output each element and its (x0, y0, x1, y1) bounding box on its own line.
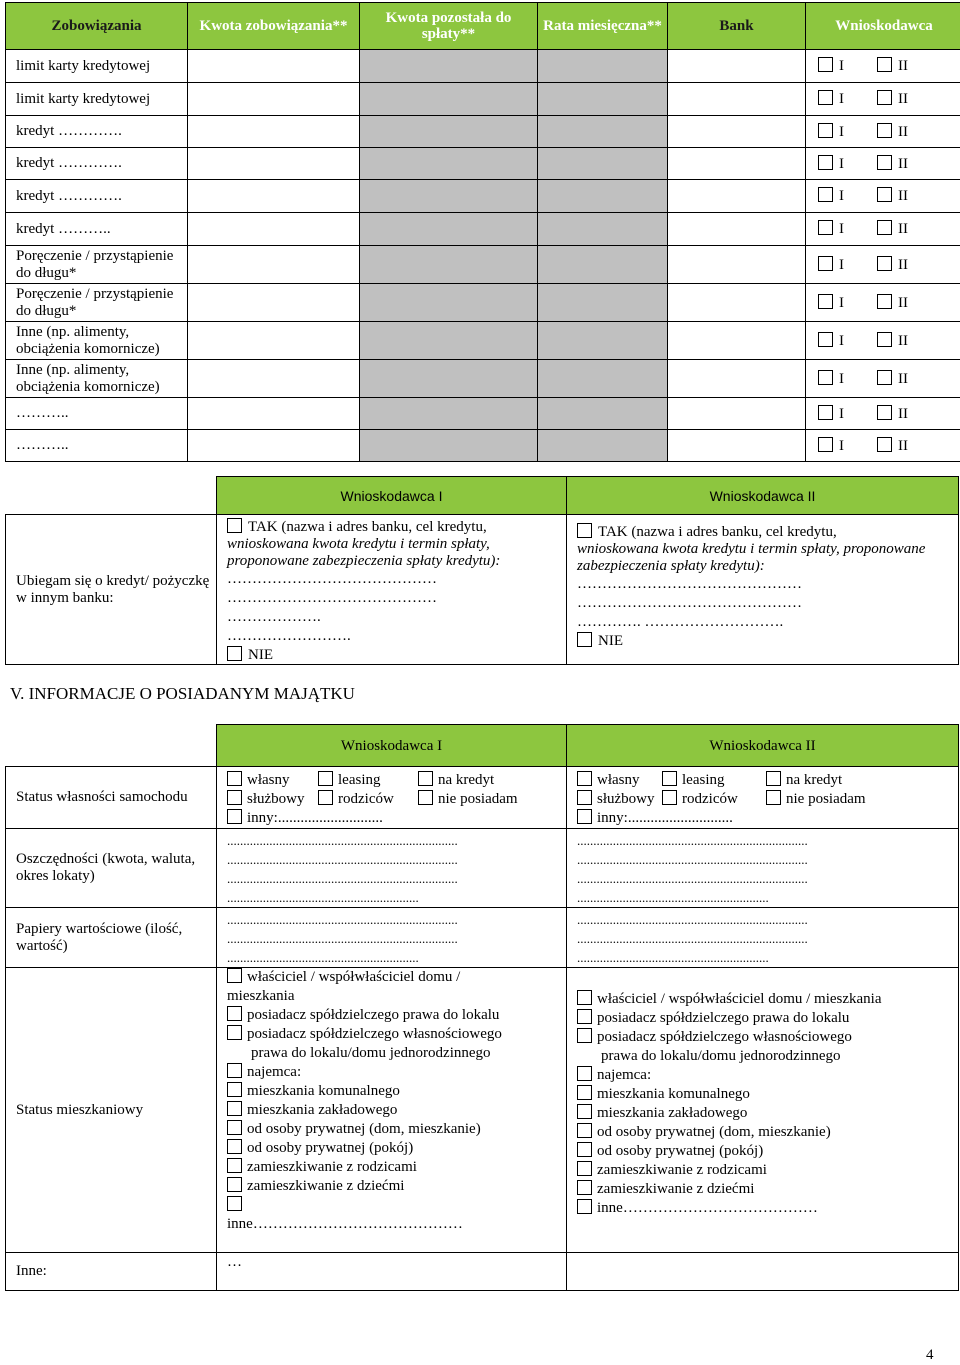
yes-checkbox-2[interactable] (577, 523, 592, 538)
applicant-2-checkbox[interactable] (877, 123, 892, 138)
applicant-choice (806, 398, 960, 430)
applicant-1-label: I (839, 405, 844, 422)
table-row (6, 398, 960, 430)
applicant-2-label: II (898, 58, 908, 74)
applicant-choice (806, 83, 960, 116)
obligation-type: limit karty kredytowej (6, 50, 188, 83)
applicant-2-checkbox[interactable] (877, 332, 892, 347)
obligation-type: Inne (np. alimenty, obciążenia komornicze) (6, 322, 188, 360)
car-status-applicant2: własny leasing na kredyt służbowy rodziców nie posiadam inny:............................ (567, 767, 959, 829)
obligation-type: ……….. (6, 398, 188, 430)
applicant-2-label: II (898, 370, 908, 387)
applicant-1-label: I (839, 155, 844, 172)
applicant-2-checkbox[interactable] (877, 294, 892, 309)
applicant-1-label: I (839, 332, 844, 349)
remaining-cell[interactable] (360, 284, 538, 322)
bank-cell[interactable] (668, 284, 806, 322)
housing-private-house-checkbox[interactable] (227, 1120, 242, 1135)
applicant-1-checkbox[interactable] (818, 155, 833, 170)
amount-cell[interactable] (188, 360, 360, 398)
housing-owner-checkbox[interactable] (227, 968, 242, 983)
t2-header-applicant1: Wnioskodawca I (217, 477, 567, 515)
housing-company-checkbox[interactable] (577, 1104, 592, 1119)
other-bank-table (5, 476, 959, 665)
housing-private-room-checkbox[interactable] (577, 1142, 592, 1157)
amount-cell[interactable] (188, 213, 360, 246)
bank-cell[interactable] (668, 430, 806, 462)
other-label: Inne: (6, 1253, 217, 1291)
remaining-cell[interactable] (360, 213, 538, 246)
applicant-2-checkbox[interactable] (877, 90, 892, 105)
housing-applicant2: właściciel / współwłaściciel domu / mieszkania posiadacz spółdzielczego prawa do lokalu posiadacz spółdzielczego własnościowego prawa do lokalu/domu jednorodzinnego najemca: mieszkania komunalnego mieszkania zakładowego od osoby prywatnej (dom, mieszkanie) od osoby prywatnej (pokój) zamieszkiwanie z rodzicami zamieszkiwanie z dziećmi inne………………………………… (567, 968, 959, 1253)
securities-applicant1: ....................................................................... ....................................................................... ........................................................... (217, 908, 567, 968)
installment-cell[interactable] (538, 246, 668, 284)
housing-tenant-checkbox[interactable] (577, 1066, 592, 1081)
applicant-choice (806, 430, 960, 462)
remaining-cell[interactable] (360, 246, 538, 284)
car-leasing-checkbox[interactable] (318, 771, 333, 786)
applicant-2-label: II (898, 188, 908, 204)
installment-cell[interactable] (538, 398, 668, 430)
no-checkbox-1[interactable] (227, 646, 242, 661)
applicant-1-checkbox[interactable] (818, 220, 833, 235)
installment-cell[interactable] (538, 50, 668, 83)
obligation-type: limit karty kredytowej (6, 83, 188, 116)
applicant-choice (806, 50, 960, 83)
bank-cell[interactable] (668, 360, 806, 398)
applicant-1-checkbox[interactable] (818, 256, 833, 271)
t3-header-applicant2: Wnioskodawca II (567, 725, 959, 767)
applicant-2-checkbox[interactable] (877, 155, 892, 170)
amount-cell[interactable] (188, 246, 360, 284)
amount-cell[interactable] (188, 322, 360, 360)
amount-cell[interactable] (188, 180, 360, 213)
applicant-1-checkbox[interactable] (818, 123, 833, 138)
car-none-checkbox[interactable] (418, 790, 433, 805)
applicant-choice (806, 246, 960, 284)
applicant-1-checkbox[interactable] (818, 370, 833, 385)
housing-coop-own-checkbox[interactable] (227, 1025, 242, 1040)
applicant-2-checkbox[interactable] (877, 220, 892, 235)
obligations-table (5, 2, 960, 50)
bank-cell[interactable] (668, 322, 806, 360)
applicant-1-checkbox[interactable] (818, 437, 833, 452)
no-checkbox-2[interactable] (577, 632, 592, 647)
applicant-2-checkbox[interactable] (877, 256, 892, 271)
applicant-1-checkbox[interactable] (818, 405, 833, 420)
amount-cell[interactable] (188, 148, 360, 180)
obligation-type: kredyt …………. (6, 180, 188, 213)
other-applicant2 (567, 1253, 959, 1291)
applicant-1-checkbox[interactable] (818, 294, 833, 309)
car-status-label: Status własności samochodu (6, 767, 217, 829)
housing-with-children-checkbox[interactable] (227, 1177, 242, 1192)
remaining-cell[interactable] (360, 430, 538, 462)
amount-cell[interactable] (188, 398, 360, 430)
installment-cell[interactable] (538, 116, 668, 148)
car-parents-checkbox[interactable] (318, 790, 333, 805)
applicant-1-checkbox[interactable] (818, 332, 833, 347)
applicant-2-checkbox[interactable] (877, 187, 892, 202)
housing-tenant-checkbox[interactable] (227, 1063, 242, 1078)
installment-cell[interactable] (538, 213, 668, 246)
applicant-1-label: I (839, 188, 844, 204)
applicant-choice (806, 180, 960, 213)
securities-label: Papiery wartościowe (ilość, wartość) (6, 908, 217, 968)
applicant-2-checkbox[interactable] (877, 370, 892, 385)
applicant-choice (806, 360, 960, 398)
applicant-1-label: I (839, 58, 844, 74)
applicant-1-label: I (839, 91, 844, 107)
amount-cell[interactable] (188, 83, 360, 116)
applicant-2-label: II (898, 123, 908, 140)
bank-cell[interactable] (668, 213, 806, 246)
applicant-1-checkbox[interactable] (818, 57, 833, 72)
applicant-1-checkbox[interactable] (818, 187, 833, 202)
obligation-type: kredyt ……….. (6, 213, 188, 246)
table-row (6, 83, 960, 116)
header-amount: Kwota zobowiązania** (188, 3, 360, 50)
other-bank-applicant1: TAK (nazwa i adres banku, cel kredytu, wnioskowana kwota kredytu i termin spłaty, proponowane zabezpieczenia spłaty kredytu): …………………………………… …………………………………… ………………. ……………………. NIE (217, 515, 567, 665)
t2-header-applicant2: Wnioskodawca II (567, 477, 959, 515)
applicant-1-label: I (839, 256, 844, 273)
applicant-choice (806, 213, 960, 246)
section-title: V. INFORMACJE O POSIADANYM MAJĄTKU (10, 684, 355, 703)
housing-other-checkbox[interactable] (577, 1199, 592, 1214)
applicant-2-label: II (898, 332, 908, 349)
applicant-1-label: I (839, 437, 844, 454)
applicant-2-label: II (898, 294, 908, 311)
housing-municipal-checkbox[interactable] (577, 1085, 592, 1100)
obligation-type: kredyt …………. (6, 116, 188, 148)
applicant-2-label: II (898, 405, 908, 422)
housing-with-parents-checkbox[interactable] (227, 1158, 242, 1173)
amount-cell[interactable] (188, 116, 360, 148)
applicant-2-label: II (898, 91, 908, 107)
remaining-cell[interactable] (360, 360, 538, 398)
table-row (6, 284, 960, 322)
table-row (6, 213, 960, 246)
installment-cell[interactable] (538, 430, 668, 462)
installment-cell[interactable] (538, 284, 668, 322)
car-leasing-checkbox[interactable] (662, 771, 677, 786)
table-row (6, 180, 960, 213)
applicant-1-checkbox[interactable] (818, 90, 833, 105)
savings-applicant1: ....................................................................... ....................................................................... ....................................................................... ........................................................... (217, 829, 567, 908)
car-other-checkbox[interactable] (577, 809, 592, 824)
applicant-choice (806, 322, 960, 360)
remaining-cell[interactable] (360, 322, 538, 360)
table-row (6, 50, 960, 83)
housing-applicant1: właściciel / współwłaściciel domu / mieszkania posiadacz spółdzielczego prawa do lokalu posiadacz spółdzielczego własnościowego prawa do lokalu/domu jednorodzinnego najemca: mieszkania komunalnego mieszkania zakładowego od osoby prywatnej (dom, mieszkanie) od osoby prywatnej (pokój) zamieszkiwanie z rodzicami zamieszkiwanie z dziećmi inne…………………………………… (217, 968, 567, 1253)
yes-checkbox-1[interactable] (227, 518, 242, 533)
header-bank: Bank (668, 3, 806, 50)
applicant-1-label: I (839, 123, 844, 140)
applicant-2-label: II (898, 221, 908, 237)
amount-cell[interactable] (188, 430, 360, 462)
table-row (6, 116, 960, 148)
savings-applicant2: ....................................................................... ....................................................................... ....................................................................... ........................................................... (567, 829, 959, 908)
car-company-checkbox[interactable] (577, 790, 592, 805)
header-installment: Rata miesięczna** (538, 3, 668, 50)
applicant-2-label: II (898, 437, 908, 454)
page-number: 4 (926, 1347, 934, 1363)
housing-coop-checkbox[interactable] (577, 1009, 592, 1024)
applicant-2-checkbox[interactable] (877, 57, 892, 72)
obligation-type: ……….. (6, 430, 188, 462)
obligation-type: Poręczenie / przystąpienie do długu* (6, 284, 188, 322)
applicant-choice (806, 148, 960, 180)
installment-cell[interactable] (538, 360, 668, 398)
bank-cell[interactable] (668, 398, 806, 430)
other-applicant1: … (217, 1253, 567, 1291)
applicant-2-checkbox[interactable] (877, 405, 892, 420)
table-row (6, 322, 960, 360)
header-obligations: Zobowiązania (6, 3, 188, 50)
car-company-checkbox[interactable] (227, 790, 242, 805)
remaining-cell[interactable] (360, 148, 538, 180)
car-credit-checkbox[interactable] (766, 771, 781, 786)
assets-table (5, 724, 959, 1291)
amount-cell[interactable] (188, 50, 360, 83)
installment-cell[interactable] (538, 180, 668, 213)
securities-applicant2: ....................................................................... ....................................................................... ........................................................... (567, 908, 959, 968)
car-own-checkbox[interactable] (577, 771, 592, 786)
housing-with-parents-checkbox[interactable] (577, 1161, 592, 1176)
housing-owner-checkbox[interactable] (577, 990, 592, 1005)
applicant-2-label: II (898, 256, 908, 273)
housing-private-house-checkbox[interactable] (577, 1123, 592, 1138)
bank-cell[interactable] (668, 83, 806, 116)
table-row (6, 148, 960, 180)
car-none-checkbox[interactable] (766, 790, 781, 805)
housing-coop-own-checkbox[interactable] (577, 1028, 592, 1043)
installment-cell[interactable] (538, 83, 668, 116)
bank-cell[interactable] (668, 180, 806, 213)
bank-cell[interactable] (668, 116, 806, 148)
applicant-1-label: I (839, 370, 844, 387)
remaining-cell[interactable] (360, 180, 538, 213)
table-row (6, 360, 960, 398)
housing-municipal-checkbox[interactable] (227, 1082, 242, 1097)
installment-cell[interactable] (538, 148, 668, 180)
header-applicant: Wnioskodawca (806, 3, 960, 50)
car-status-applicant1: własny leasing na kredyt służbowy rodziców nie posiadam inny:............................ (217, 767, 567, 829)
installment-cell[interactable] (538, 322, 668, 360)
remaining-cell[interactable] (360, 398, 538, 430)
other-bank-label: Ubiegam się o kredyt/ pożyczkę w innym banku: (6, 515, 217, 665)
housing-private-room-checkbox[interactable] (227, 1139, 242, 1154)
applicant-choice (806, 116, 960, 148)
car-parents-checkbox[interactable] (662, 790, 677, 805)
table-row (6, 246, 960, 284)
remaining-cell[interactable] (360, 83, 538, 116)
obligation-type: kredyt …………. (6, 148, 188, 180)
remaining-cell[interactable] (360, 116, 538, 148)
savings-label: Oszczędności (kwota, waluta, okres lokaty) (6, 829, 217, 908)
housing-company-checkbox[interactable] (227, 1101, 242, 1116)
applicant-1-label: I (839, 221, 844, 237)
applicant-2-checkbox[interactable] (877, 437, 892, 452)
obligations-body (5, 49, 960, 462)
amount-cell[interactable] (188, 284, 360, 322)
bank-cell[interactable] (668, 50, 806, 83)
t3-header-applicant1: Wnioskodawca I (217, 725, 567, 767)
other-bank-applicant2: TAK (nazwa i adres banku, cel kredytu, wnioskowana kwota kredytu i termin spłaty, proponowane zabezpieczenia spłaty kredytu): ……………………………………… ……………………………………… …………. ………………………. NIE (567, 515, 959, 665)
housing-other-checkbox[interactable] (227, 1196, 242, 1211)
bank-cell[interactable] (668, 148, 806, 180)
housing-coop-checkbox[interactable] (227, 1006, 242, 1021)
obligation-type: Inne (np. alimenty, obciążenia komornicze) (6, 360, 188, 398)
housing-status-label: Status mieszkaniowy (6, 968, 217, 1253)
bank-cell[interactable] (668, 246, 806, 284)
applicant-2-label: II (898, 155, 908, 172)
remaining-cell[interactable] (360, 50, 538, 83)
applicant-1-label: I (839, 294, 844, 311)
car-own-checkbox[interactable] (227, 771, 242, 786)
housing-with-children-checkbox[interactable] (577, 1180, 592, 1195)
car-other-checkbox[interactable] (227, 809, 242, 824)
car-credit-checkbox[interactable] (418, 771, 433, 786)
table-row (6, 430, 960, 462)
applicant-choice (806, 284, 960, 322)
obligation-type: Poręczenie / przystąpienie do długu* (6, 246, 188, 284)
header-remaining: Kwota pozostała do spłaty** (360, 3, 538, 50)
